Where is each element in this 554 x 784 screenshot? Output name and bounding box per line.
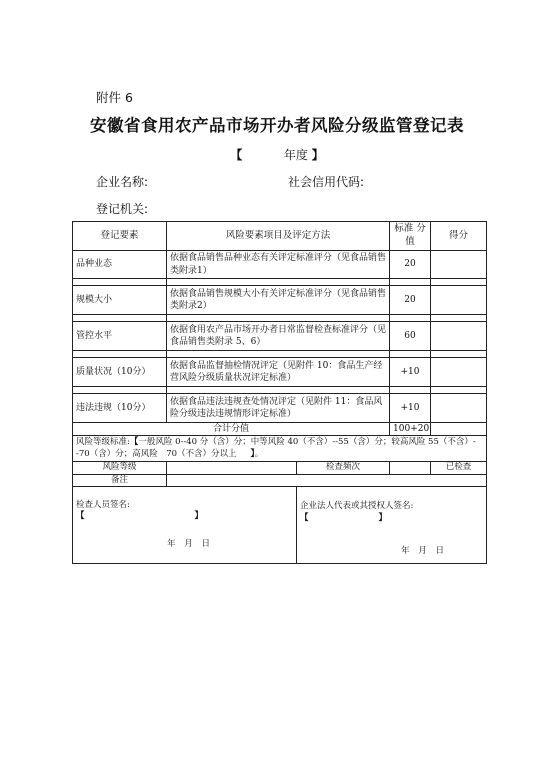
row-element: 规模大小 [73, 286, 167, 315]
year-label: 年度 [283, 148, 308, 162]
legal-bracket-open: 【 [300, 512, 309, 523]
row-standard: 60 [390, 322, 431, 351]
row-method: 依据食品违法违规查处情况评定（见附件 11：食品风险分级违法违规情形评定标准） [167, 394, 390, 423]
row-method: 依据食用农产品市场开办者日常监督检查标准评分（见食品销售类附录 5、6） [167, 322, 390, 351]
risk-grade-row [73, 436, 487, 462]
registration-office-label: 登记机关: [96, 202, 149, 216]
row-standard: 20 [390, 286, 431, 315]
total-row [73, 423, 487, 436]
total-score-cell[interactable] [431, 423, 487, 436]
row-element: 品种业态 [73, 251, 167, 279]
spacer-row [73, 315, 487, 322]
row-element: 违法违规（10分） [73, 394, 167, 423]
row-method: 依据食品销售规模大小有关评定标准评分（见食品销售类附录2） [167, 286, 390, 315]
table-row [73, 322, 487, 351]
check-frequency-value[interactable] [390, 462, 431, 474]
risk-grade-cell: 风险等级标准:【一般风险 0--40 分（含）分；中等风险 40（不含）--55（含）分；较高风险 55（不含）--70（含）分；高风险 70（不含）分以上 】。 [73, 436, 487, 462]
row-element: 管控水平 [73, 322, 167, 351]
table-row [73, 394, 487, 423]
grade-bracket-open: 【 [129, 437, 139, 448]
header-element: 登记要素 [73, 222, 167, 251]
row-method: 依据食品监督抽检情况评定（见附件 10：食品生产经营风险分级质量状况评定标准） [167, 358, 390, 387]
row-method: 依据食品销售品种业态有关评定标准评分（见食品销售类附录1） [167, 251, 390, 279]
row-standard: 20 [390, 251, 431, 279]
risk-level-value[interactable] [167, 462, 297, 474]
spacer-row [73, 387, 487, 394]
year-bracket-close: 】 [311, 148, 324, 162]
score-cell[interactable] [431, 322, 487, 351]
score-cell[interactable] [431, 251, 487, 279]
enterprise-name-label: 企业名称: [96, 175, 149, 189]
registration-table [72, 221, 487, 564]
legal-bracket-close: 】 [378, 512, 388, 523]
spacer-row [73, 279, 487, 286]
attachment-label: 附件 6 [96, 90, 133, 105]
header-standard: 标准 分值 [390, 222, 431, 251]
inspector-signature-label: 检查人员签名: [76, 499, 130, 510]
remarks-row [73, 474, 487, 486]
row-standard: +10 [390, 394, 431, 423]
legal-rep-signature-label: 企业法人代表或其授权人签名: [300, 501, 414, 512]
table-row [73, 358, 487, 387]
row-standard: +10 [390, 358, 431, 387]
inspector-bracket-close: 】 [194, 511, 204, 522]
score-cell[interactable] [431, 358, 487, 387]
row-element: 质量状况（10分） [73, 358, 167, 387]
table-header-row [73, 222, 487, 251]
legal-rep-date: 年 月 日 [401, 546, 448, 557]
total-value: 100+20 [390, 423, 431, 436]
grade-bracket-close: 】 [250, 448, 255, 459]
table-row [73, 286, 487, 315]
year-bracket-open: 【 [230, 148, 243, 162]
year-line [0, 146, 554, 163]
spacer-row [73, 351, 487, 358]
risk-level-label: 风险等级 [73, 462, 167, 474]
checked-label: 已检查 [431, 462, 487, 474]
grade-text: 一般风险 0--40 分（含）分；中等风险 40（不含）--55（含）分；较高风险 55（不含）--70（含）分；高风险 70（不含）分以上 [76, 437, 476, 459]
inspector-date: 年 月 日 [167, 538, 213, 549]
document-title: 安徽省食用农产品市场开办者风险分级监管登记表 [90, 116, 464, 135]
remarks-label: 备注 [73, 474, 167, 486]
inspector-bracket-open: 【 [76, 511, 85, 522]
remarks-value[interactable] [167, 474, 487, 486]
check-frequency-label: 检查频次 [297, 462, 390, 474]
score-cell[interactable] [431, 286, 487, 315]
table-row [73, 251, 487, 279]
header-score: 得分 [431, 222, 487, 251]
score-cell[interactable] [431, 394, 487, 423]
grade-label: 风险等级标准: [76, 437, 130, 448]
inspector-signature-cell[interactable] [73, 487, 297, 564]
legal-rep-signature-cell[interactable] [297, 487, 487, 564]
header-method: 风险要素项目及评定方法 [167, 222, 390, 251]
risk-level-row [73, 462, 487, 474]
total-label: 合计分值 [73, 423, 390, 436]
credit-code-label: 社会信用代码: [288, 175, 365, 189]
signature-row [73, 487, 487, 564]
